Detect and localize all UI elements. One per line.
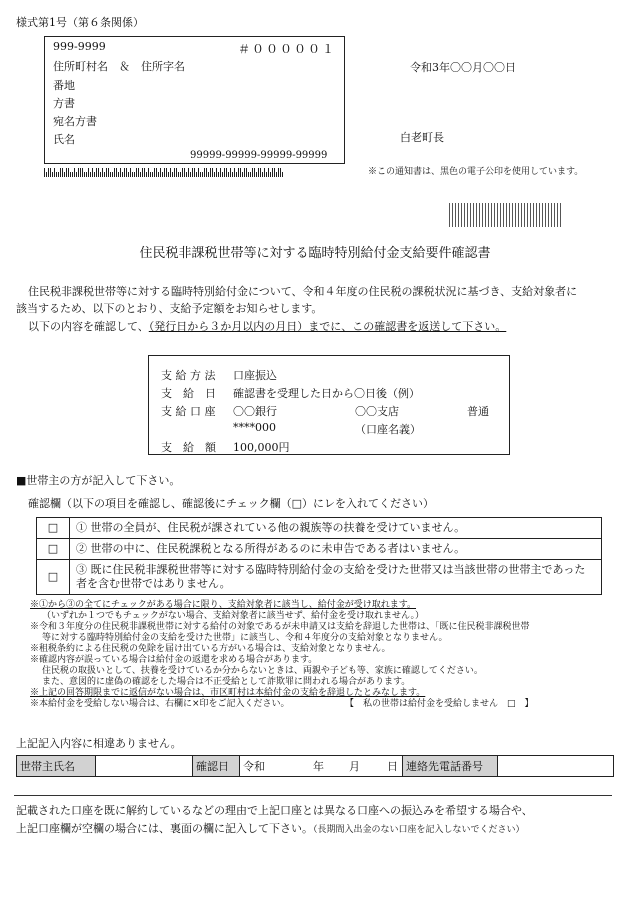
barcode-bar <box>240 168 241 177</box>
barcode-bar <box>70 172 71 177</box>
barcode-bar <box>146 172 147 177</box>
barcode-bar <box>256 172 257 177</box>
issuer: 白老町長 <box>400 131 444 144</box>
barcode-bar <box>252 168 253 177</box>
barcode-bar <box>264 168 265 177</box>
barcode-bar <box>482 203 483 227</box>
barcode-bar <box>228 172 229 177</box>
account-number: ****000 <box>233 421 276 434</box>
barcode-bar <box>68 168 69 177</box>
barcode-bar <box>464 203 465 227</box>
barcode-bar <box>282 172 283 177</box>
barcode-bar <box>100 172 101 177</box>
check-row <box>37 560 602 595</box>
barcode-bar <box>110 172 111 177</box>
vertical-barcode <box>449 203 561 227</box>
barcode-bar <box>120 168 121 177</box>
barcode-bar <box>232 172 233 177</box>
address-line: 住所町村名 ＆ 住所字名 <box>53 60 185 73</box>
barcode-bar <box>138 168 139 177</box>
confirm-date-label: 確認日 <box>193 756 240 777</box>
barcode-bar <box>102 168 103 177</box>
name-line: 氏名 <box>53 133 75 146</box>
barcode-bar <box>188 168 189 177</box>
barcode-bar <box>455 203 456 227</box>
barcode-bar <box>467 203 468 227</box>
barcode-bar <box>509 203 510 227</box>
barcode-bar <box>278 168 279 177</box>
barcode-bar <box>80 168 81 177</box>
barcode-bar <box>168 172 169 177</box>
barcode-bar <box>494 203 495 227</box>
barcode-bar <box>92 168 93 177</box>
barcode-bar <box>82 168 83 177</box>
barcode-bar <box>46 172 47 177</box>
phone-label: 連絡先電話番号 <box>403 756 498 777</box>
barcode-bar <box>60 168 61 177</box>
barcode-bar <box>497 203 498 227</box>
check-table <box>36 517 602 595</box>
barcode-bar <box>74 168 75 177</box>
barcode-bar <box>242 172 243 177</box>
barcode-bar <box>476 203 477 227</box>
barcode-bar <box>76 172 77 177</box>
barcode-bar <box>557 203 558 227</box>
barcode-bar <box>458 203 459 227</box>
barcode-bar <box>461 203 462 227</box>
note-1: ※①から③の全てにチェックがある場合に限り、支給対象者に該当し、給付金が受け取れます。 <box>30 600 417 610</box>
barcode-bar <box>180 172 181 177</box>
barcode-bar <box>260 168 261 177</box>
householder-name-label: 世帯主氏名 <box>17 756 96 777</box>
barcode-bar <box>104 172 105 177</box>
barcode-bar <box>210 168 211 177</box>
barcode-bar <box>485 203 486 227</box>
addressee-care-of-line: 宛名方書 <box>53 115 97 128</box>
barcode-bar <box>48 168 49 177</box>
notice-number: ＃０００００１ <box>237 42 336 56</box>
barcode-bar <box>196 172 197 177</box>
barcode-bar <box>266 172 267 177</box>
barcode-bar <box>200 172 201 177</box>
barcode-bar <box>216 168 217 177</box>
barcode-bar <box>106 168 107 177</box>
confirm-text: 上記記入内容に相違ありません。 <box>16 737 182 750</box>
date-day-suffix: 日 <box>387 760 398 773</box>
check-box-1[interactable]: □ <box>37 518 70 539</box>
barcode-bar <box>94 172 95 177</box>
date-era: 令和 <box>243 760 265 773</box>
barcode-bar <box>190 172 191 177</box>
barcode-bar <box>238 168 239 177</box>
note-6: ※本給付金を受給しない場合は、右欄に×印をご記入ください。 <box>30 699 290 709</box>
bank-name: 〇〇銀行 <box>233 405 277 418</box>
barcode-bar <box>244 168 245 177</box>
barcode-bar <box>84 172 85 177</box>
barcode-bar <box>96 168 97 177</box>
check-text-2: ② 世帯の中に、住民税課税となる所得があるのに未申告である者はいません。 <box>70 539 602 560</box>
account-type: 普通 <box>467 405 489 418</box>
barcode-bar <box>126 168 127 177</box>
barcode-bar <box>88 168 89 177</box>
barcode-bar <box>248 172 249 177</box>
barcode-bar <box>230 168 231 177</box>
barcode-bar <box>533 203 534 227</box>
barcode-bar <box>152 172 153 177</box>
payment-method-value: 口座振込 <box>233 369 277 382</box>
barcode-bar <box>112 172 113 177</box>
date-month-suffix: 月 <box>349 760 360 773</box>
barcode-bar <box>473 203 474 227</box>
barcode-bar <box>118 172 119 177</box>
barcode-bar <box>128 172 129 177</box>
barcode-bar <box>548 203 549 227</box>
barcode-bar <box>136 168 137 177</box>
lot-line: 番地 <box>53 79 75 92</box>
barcode-bar <box>122 172 123 177</box>
barcode-bar <box>515 203 516 227</box>
barcode-bar <box>56 172 57 177</box>
barcode-bar <box>208 172 209 177</box>
barcode-bar <box>479 203 480 227</box>
footer-line-1: 記載された口座を既に解約しているなどの理由で上記口座とは異なる口座への振込みを希望する場合や、 <box>16 804 533 817</box>
barcode-bar <box>142 168 143 177</box>
note-4: ※確認内容が誤っている場合は給付金の返還を求める場合があります。 <box>30 655 318 665</box>
barcode-bar <box>150 172 151 177</box>
barcode-bar <box>470 203 471 227</box>
account-holder: （口座名義） <box>355 423 421 436</box>
payment-date-label: 支 給 日 <box>161 387 216 400</box>
intro-line-1: 住民税非課税世帯等に対する臨時特別給付金について、令和４年度の住民税の課税状況に基づき、支給対象者に <box>28 285 578 298</box>
note-2b: 等に対する臨時特別給付金の支給を受けた世帯」に該当し、令和４年度分の支給対象となりません。 <box>42 633 448 643</box>
barcode-bar <box>272 168 273 177</box>
barcode-bar <box>254 168 255 177</box>
barcode-bar <box>258 168 259 177</box>
note-4b: 住民税の取扱いとして、扶養を受けているか分からないときは、両親や子ども等、家族に確認してください。 <box>42 666 483 676</box>
barcode-bar <box>132 172 133 177</box>
barcode-bar <box>539 203 540 227</box>
barcode-bar <box>449 203 450 227</box>
barcode-bar <box>554 203 555 227</box>
barcode-bar <box>162 172 163 177</box>
check-box-2[interactable]: □ <box>37 539 70 560</box>
barcode-bar <box>114 168 115 177</box>
check-row <box>37 539 602 560</box>
barcode-bar <box>262 172 263 177</box>
intro-line-3-prefix: 以下の内容を確認して、 <box>28 320 149 333</box>
intro-line-2: 該当するため、以下のとおり、支給予定額をお知らせします。 <box>16 302 323 315</box>
barcode-bar <box>226 168 227 177</box>
barcode-bar <box>234 168 235 177</box>
barcode-bar <box>276 172 277 177</box>
note-5: ※上記の回答期限までに返信がない場合は、市区町村は本給付金の支給を辞退したとみなします。 <box>30 688 426 698</box>
note-1b: （いずれか１つでもチェックがない場合、支給対象者に該当せず、給付金を受け取れません。） <box>42 611 425 621</box>
barcode-bar <box>140 172 141 177</box>
barcode-number: 99999-99999-99999-99999 <box>190 150 328 161</box>
barcode-bar <box>86 172 87 177</box>
barcode-bar <box>218 172 219 177</box>
barcode-bar <box>530 203 531 227</box>
intro-line-3 <box>28 320 506 334</box>
barcode-bar <box>521 203 522 227</box>
return-deadline: （発行日から３か月以内の月日）までに、この確認書を返送して下さい。 <box>148 320 507 333</box>
payment-amount-label: 支 給 額 <box>161 441 216 454</box>
barcode-bar <box>178 172 179 177</box>
barcode-bar <box>246 168 247 177</box>
barcode-bar <box>194 168 195 177</box>
barcode-bar <box>542 203 543 227</box>
check-text-3: ③ 既に住民税非課税世帯等に対する臨時特別給付金の支給を受けた世帯又は当該世帯の世帯主であった者を含む世帯ではありません。 <box>70 560 602 595</box>
householder-name-field[interactable] <box>96 756 193 777</box>
barcode-bar <box>274 168 275 177</box>
postal-code: 999-9999 <box>53 40 106 53</box>
payment-amount-value: 100,000円 <box>233 441 290 454</box>
barcode-bar <box>64 172 65 177</box>
barcode-bar <box>518 203 519 227</box>
barcode-bar <box>154 168 155 177</box>
barcode-bar <box>176 168 177 177</box>
form-label: 様式第1号（第６条関係） <box>16 16 144 29</box>
seal-note: ※この通知書は、黒色の電子公印を使用しています。 <box>368 167 584 177</box>
payment-account-label: 支 給 口 座 <box>161 405 216 418</box>
barcode-bar <box>270 172 271 177</box>
barcode-bar <box>172 172 173 177</box>
barcode-bar <box>506 203 507 227</box>
note-4c: また、意図的に虚偽の確認をした場合は不正受給として詐欺罪に問われる場合があります。 <box>42 677 411 687</box>
barcode-bar <box>512 203 513 227</box>
date-year-suffix: 年 <box>313 760 324 773</box>
barcode-bar <box>202 172 203 177</box>
barcode-bar <box>170 168 171 177</box>
check-row <box>37 518 602 539</box>
barcode-bar <box>212 168 213 177</box>
barcode-bar <box>158 172 159 177</box>
barcode-bar <box>186 172 187 177</box>
barcode-bar <box>224 168 225 177</box>
address-box <box>44 36 345 164</box>
postal-barcode <box>44 168 283 177</box>
barcode-bar <box>44 168 45 177</box>
barcode-bar <box>52 172 53 177</box>
barcode-bar <box>108 168 109 177</box>
barcode-bar <box>58 172 59 177</box>
barcode-bar <box>78 168 79 177</box>
note-2: ※令和３年度分の住民税非課税世帯に対する給付の対象であるが未申請又は支給を辞退した世帯は、「既に住民税非課税世帯 <box>30 622 530 632</box>
barcode-bar <box>500 203 501 227</box>
barcode-bar <box>50 168 51 177</box>
barcode-bar <box>54 168 55 177</box>
barcode-bar <box>62 168 63 177</box>
barcode-bar <box>134 172 135 177</box>
footer-divider <box>14 795 612 796</box>
barcode-bar <box>182 168 183 177</box>
barcode-bar <box>222 172 223 177</box>
barcode-bar <box>220 168 221 177</box>
barcode-bar <box>551 203 552 227</box>
barcode-bar <box>560 203 561 227</box>
barcode-bar <box>66 168 67 177</box>
householder-heading: ■世帯主の方が記入して下さい。 <box>16 474 181 487</box>
note-3: ※租税条約による住民税の免除を届け出ている方がいる場合は、支給対象となりません。 <box>30 644 391 654</box>
barcode-bar <box>124 168 125 177</box>
barcode-bar <box>452 203 453 227</box>
document-title: 住民税非課税世帯等に対する臨時特別給付金支給要件確認書 <box>139 246 491 261</box>
barcode-bar <box>491 203 492 227</box>
barcode-bar <box>488 203 489 227</box>
payment-date-value: 確認書を受理した日から〇日後（例） <box>233 387 420 400</box>
barcode-bar <box>524 203 525 227</box>
payment-box <box>148 355 510 455</box>
issue-date: 令和3年〇〇月〇〇日 <box>410 61 516 74</box>
barcode-bar <box>236 172 237 177</box>
signature-table <box>16 755 614 777</box>
barcode-bar <box>130 168 131 177</box>
barcode-bar <box>198 168 199 177</box>
barcode-bar <box>166 168 167 177</box>
check-heading: 確認欄（以下の項目を確認し、確認後にチェック欄（□）にレを入れてください） <box>28 497 435 510</box>
confirm-date-field[interactable] <box>240 756 403 777</box>
barcode-bar <box>116 168 117 177</box>
barcode-bar <box>98 168 99 177</box>
barcode-bar <box>206 168 207 177</box>
check-text-1: ① 世帯の全員が、住民税が課されている他の親族等の扶養を受けていません。 <box>70 518 602 539</box>
barcode-bar <box>503 203 504 227</box>
phone-field[interactable] <box>498 756 614 777</box>
barcode-bar <box>280 168 281 177</box>
footer-line-2: 上記口座欄が空欄の場合には、裏面の欄に記入して下さい。（長期間入出金のない口座を記入しないでください） <box>16 822 525 835</box>
check-box-3[interactable]: □ <box>37 560 70 595</box>
barcode-bar <box>536 203 537 227</box>
barcode-bar <box>204 168 205 177</box>
payment-method-label: 支 給 方 法 <box>161 369 216 382</box>
barcode-bar <box>545 203 546 227</box>
barcode-bar <box>250 172 251 177</box>
branch-name: 〇〇支店 <box>355 405 399 418</box>
barcode-bar <box>160 168 161 177</box>
barcode-bar <box>527 203 528 227</box>
barcode-bar <box>164 168 165 177</box>
barcode-bar <box>90 172 91 177</box>
barcode-bar <box>72 172 73 177</box>
decline-checkbox[interactable]: 【 私の世帯は給付金を受給しません □ 】 <box>345 699 534 709</box>
barcode-bar <box>174 168 175 177</box>
care-of-line: 方書 <box>53 97 75 110</box>
barcode-bar <box>192 168 193 177</box>
barcode-bar <box>184 168 185 177</box>
barcode-bar <box>148 168 149 177</box>
barcode-bar <box>214 172 215 177</box>
barcode-bar <box>268 168 269 177</box>
barcode-bar <box>156 168 157 177</box>
barcode-bar <box>144 168 145 177</box>
